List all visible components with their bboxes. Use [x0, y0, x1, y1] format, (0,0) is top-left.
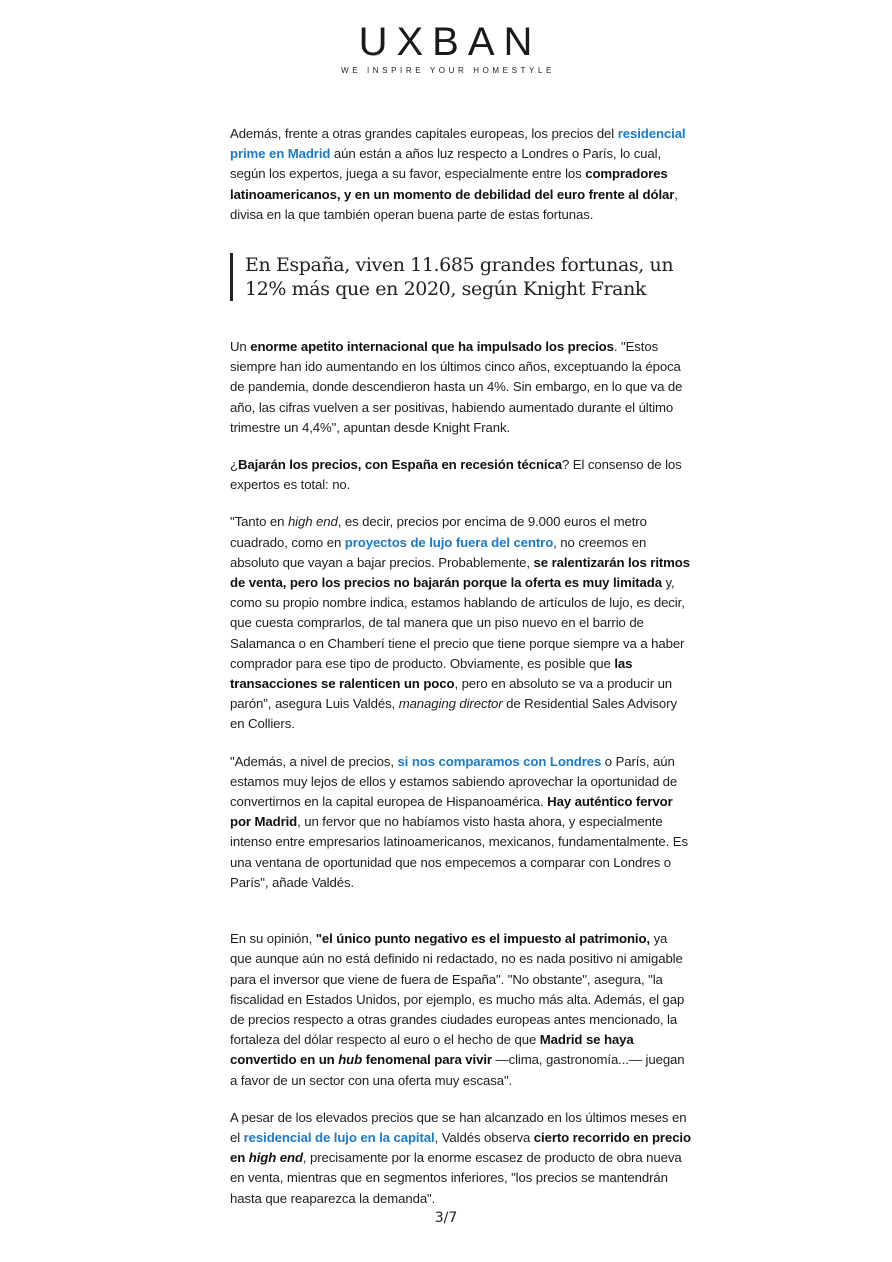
text: , Valdés observa — [434, 1129, 534, 1145]
bold-text: cierto recorrido en precio en — [230, 1129, 691, 1166]
text: "Además, a nivel de precios, — [230, 753, 398, 769]
logo-tagline: WE INSPIRE YOUR HOMESTYLE — [341, 66, 555, 75]
link-proyectos-lujo[interactable]: proyectos de lujo fuera del centro — [344, 534, 554, 550]
text: o París, aún estamos muy lejos de ellos y estamos sabiendo aprovechar la oportunidad de convertirnos en la capital europea de Hispanoamérica. — [230, 753, 678, 810]
text: y, como su propio nombre indica, estamos hablando de artículos de lujo, es decir, que cuesta comprarlos, de tal manera que un piso nuevo en el barrio de Salamanca o en Chamberí tiene el precio que tiene porque siempre va a haber comprador para ese tipo de producto. Obviamente, es posible que — [230, 575, 685, 671]
italic-text: high end — [287, 514, 338, 530]
bold-text: compradores latinoamericanos, y en un momento de debilidad del euro frente al dólar — [230, 166, 675, 202]
link-comparamos-londres[interactable]: si nos comparamos con Londres — [397, 753, 602, 769]
text: , no creemos en absoluto que vayan a bajar precios. Probablemente, — [230, 534, 647, 570]
bold-text: las transacciones se ralenticen un poco — [230, 655, 633, 692]
paragraph-intro — [230, 124, 692, 225]
text: "Tanto en — [230, 514, 288, 530]
text: ya que aunque aún no está definido ni redactado, no es nada positivo ni amigable para el inversor que viene de fuera de España". "No obstante", asegura, "la fiscalidad en Estados Unidos, por ejemplo, es mucho más alta. Además, el gap de precios respecto a otras grandes ciudades europeas antes mencionado, la fortaleza del dólar respecto al euro o el hecho de que — [230, 931, 685, 1048]
bold-text: Bajarán los precios, con España en recesión técnica — [237, 457, 562, 473]
paragraph-high-end — [230, 512, 692, 734]
pull-quote: En España, viven 11.685 grandes fortunas, un 12% más que en 2020, según Knight Frank — [230, 253, 692, 301]
paragraph-opinion — [230, 929, 692, 1091]
article-body — [230, 124, 692, 1209]
site-header — [0, 22, 892, 75]
text: A pesar de los elevados precios que se han alcanzado en los últimos meses en el — [230, 1109, 687, 1145]
uxban-logo[interactable]: UXBAN — [358, 20, 542, 64]
text: , un fervor que no habíamos visto hasta ahora, y especialmente intenso entre empresarios latinoamericanos, mexicanos, fundamentalmente. Es una ventana de oportunidad que nos empecemos a comparar con Londres o París", añade Valdés. — [230, 814, 688, 890]
text: Además, frente a otras grandes capitales europeas, los precios del — [230, 126, 618, 141]
paragraph-londres — [230, 752, 692, 893]
text: ? El consenso de los expertos es total: no. — [230, 457, 682, 493]
italic-text: managing director — [398, 696, 503, 712]
bold-text: "el único punto negativo es el impuesto al patrimonio, — [315, 931, 650, 947]
bold-text: fenomenal para vivir — [362, 1052, 492, 1068]
bold-text: Madrid se haya convertido en un — [230, 1032, 634, 1068]
page-indicator: 3/7 — [434, 1210, 458, 1226]
bold-text: Hay auténtico fervor por Madrid — [230, 794, 673, 830]
text: En su opinión, — [230, 931, 316, 947]
link-residencial-prime-madrid[interactable]: residencial prime en Madrid — [230, 126, 686, 162]
bold-text: enorme apetito internacional que ha impulsado los precios — [250, 339, 614, 355]
text: , es decir, precios por encima de 9.000 euros el metro cuadrado, como en — [230, 514, 647, 550]
text: . "Estos siempre han ido aumentando en los últimos cinco años, exceptuando la época de pandemia, donde descendieron hasta un 4%. Sin embargo, en lo que va de año, las cifras vuelven a ser positivas, habiendo aumentado durante el último trimestre un 4,4%", apuntan desde Knight Frank. — [230, 339, 683, 435]
text: , pero en absoluto se va a producir un parón", asegura Luis Valdés, — [230, 676, 673, 712]
text: —clima, gastronomía...— juegan a favor de un sector con una oferta muy escasa". — [230, 1052, 685, 1088]
text: de Residential Sales Advisory en Colliers. — [230, 696, 677, 732]
text: Un — [230, 339, 251, 355]
text: ¿ — [230, 457, 238, 473]
bold-text: se ralentizarán los ritmos de venta, pero los precios no bajarán porque la oferta es muy limitada — [230, 554, 690, 591]
text: , divisa en la que también operan buena parte de estas fortunas. — [230, 186, 678, 222]
link-residencial-lujo-capital[interactable]: residencial de lujo en la capital — [243, 1129, 435, 1145]
paragraph-recorrido — [230, 1108, 692, 1209]
bold-italic-text: high end — [248, 1150, 303, 1166]
text: , precisamente por la enorme escasez de producto de obra nueva en venta, mientras que en segmentos inferiores, "los precios se mantendrán hasta que reaparezca la demanda". — [230, 1150, 682, 1206]
bold-italic-text: hub — [338, 1052, 363, 1068]
paragraph-bajaran — [230, 455, 692, 495]
text: aún están a años luz respecto a Londres o París, lo cual, según los expertos, juega a su favor, especialmente entre los — [230, 146, 662, 182]
paragraph-apetito — [230, 337, 692, 438]
